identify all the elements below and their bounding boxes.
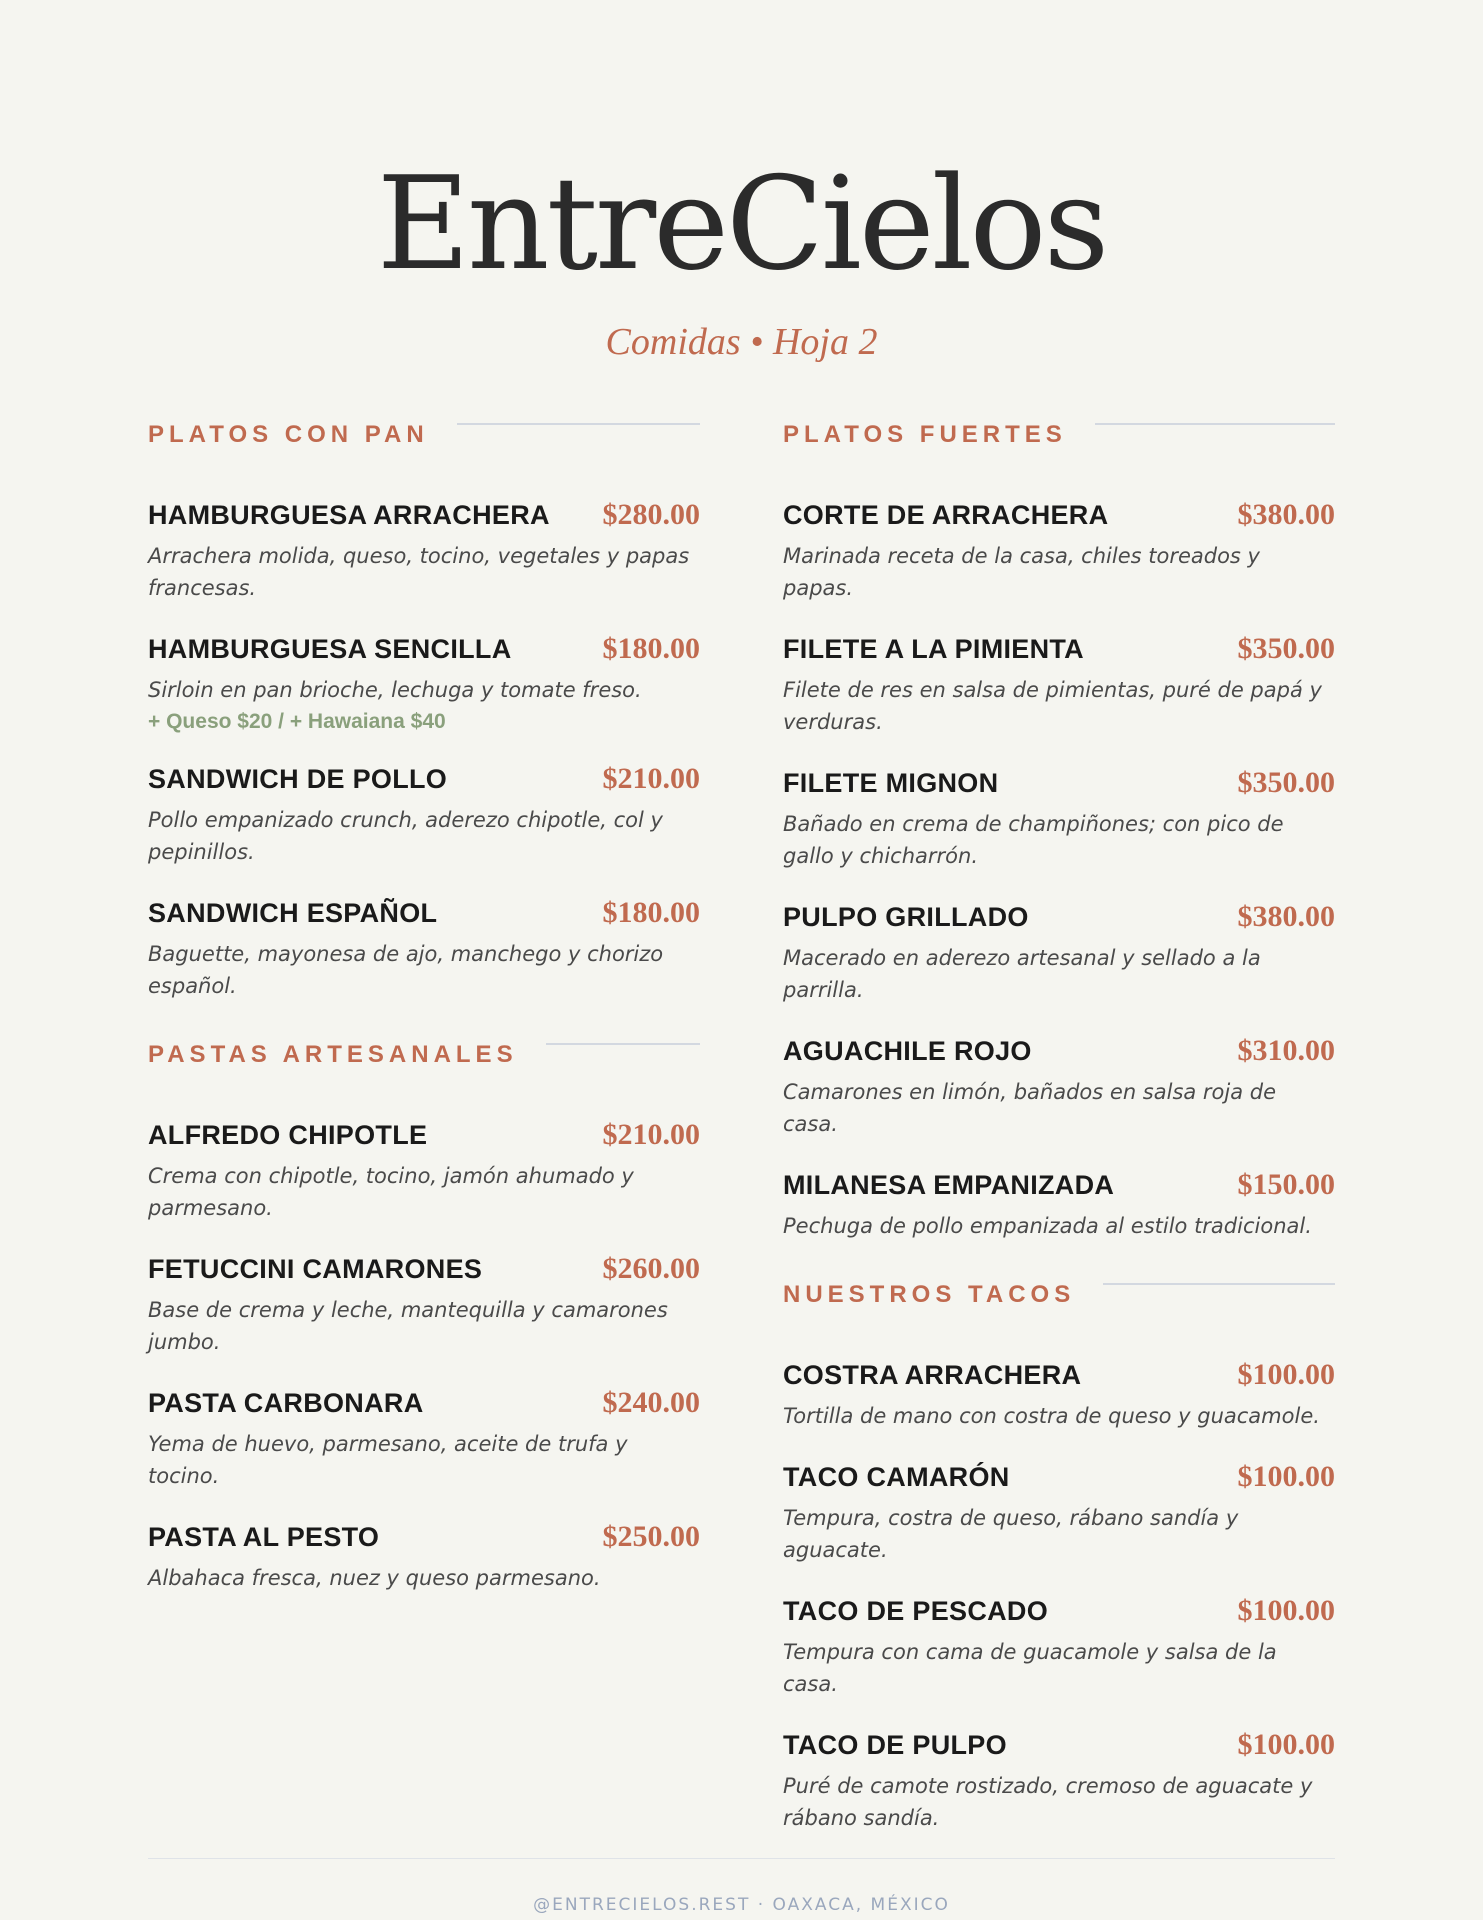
section-divider [1103,1283,1335,1285]
dish-description: Camarones en limón, bañados en salsa roja de casa. [783,1080,1277,1136]
dish-description: Baguette, mayonesa de ajo, manchego y chorizo español. [148,942,664,998]
dish-price: $240.00 [602,1386,700,1419]
menu-item-header [148,896,700,936]
dish-description: Tempura, costra de queso, rábano sandía y aguacate. [783,1506,1239,1562]
left-column [148,410,700,1622]
menu-section [148,1030,700,1594]
dish-description: Pollo empanizado crunch, aderezo chipotle, col y pepinillos. [148,808,663,864]
dish-price: $310.00 [1237,1034,1335,1067]
dish-price: $210.00 [602,1118,700,1151]
menu-item-header [783,1168,1335,1208]
dish-name: TACO CAMARÓN [783,1462,1010,1492]
menu-item [148,1520,700,1594]
menu-item [783,1594,1335,1700]
dish-description: Tempura con cama de guacamole y salsa de la casa. [783,1640,1277,1696]
menu-item [783,1460,1335,1566]
footer-text: @ENTRECIELOS.REST · OAXACA, MÉXICO [533,1895,950,1915]
dish-price: $100.00 [1237,1728,1335,1761]
section-title: PLATOS CON PAN [148,421,429,448]
menu-item-header [148,762,700,802]
dish-name: FILETE MIGNON [783,768,999,798]
dish-price: $350.00 [1237,632,1335,665]
menu-item-header [783,1460,1335,1500]
dish-name: FILETE A LA PIMIENTA [783,634,1084,664]
section-header [783,1270,1335,1320]
menu-item-header [148,498,700,538]
menu-item [783,766,1335,872]
dish-price: $100.00 [1237,1594,1335,1627]
menu-item-header [783,1034,1335,1074]
dish-name: HAMBURGUESA SENCILLA [148,634,512,664]
menu-section [783,410,1335,1242]
section-title: PLATOS FUERTES [783,421,1067,448]
menu-item [783,900,1335,1006]
dish-description: Crema con chipotle, tocino, jamón ahumado y parmesano. [148,1164,634,1220]
menu-item [783,1034,1335,1140]
dish-name: TACO DE PULPO [783,1730,1007,1760]
menu-item [148,1386,700,1492]
dish-price: $250.00 [602,1520,700,1553]
dish-name: SANDWICH ESPAÑOL [148,898,438,928]
menu-item-header [783,632,1335,672]
dish-description: Pechuga de pollo empanizada al estilo tradicional. [783,1214,1312,1238]
dish-description: Puré de camote rostizado, cremoso de aguacate y rábano sandía. [783,1774,1313,1830]
menu-item [148,896,700,1002]
section-header [148,1030,700,1080]
section-header [148,410,700,460]
menu-item [148,632,700,734]
menu-item-header [783,1594,1335,1634]
dish-name: FETUCCINI CAMARONES [148,1254,483,1284]
dish-description: Marinada receta de la casa, chiles toreados y papas. [783,544,1260,600]
dish-price: $100.00 [1237,1460,1335,1493]
dish-price: $380.00 [1237,498,1335,531]
menu-item-header [783,1728,1335,1768]
section-title: PASTAS ARTESANALES [148,1041,518,1068]
brand-title: EntreCielos [376,150,1107,299]
dish-description: Albahaca fresca, nuez y queso parmesano. [148,1566,601,1590]
menu-item-header [148,1118,700,1158]
dish-name: AGUACHILE ROJO [783,1036,1032,1066]
menu-item-header [783,900,1335,940]
menu-item-header [148,1252,700,1292]
menu-item-header [148,1520,700,1560]
footer-divider [148,1858,1335,1859]
dish-price: $210.00 [602,762,700,795]
section-title: NUESTROS TACOS [783,1281,1076,1308]
dish-name: CORTE DE ARRACHERA [783,500,1109,530]
dish-name: COSTRA ARRACHERA [783,1360,1082,1390]
menu-item-header [148,632,700,672]
dish-name: PASTA AL PESTO [148,1522,380,1552]
dish-description: Tortilla de mano con costra de queso y guacamole. [783,1404,1320,1428]
dish-price: $100.00 [1237,1358,1335,1391]
menu-item [148,1118,700,1224]
dish-description: Macerado en aderezo artesanal y sellado a la parrilla. [783,946,1261,1002]
menu-item-header [148,1386,700,1426]
dish-name: HAMBURGUESA ARRACHERA [148,500,550,530]
section-header [783,410,1335,460]
menu-section [783,1270,1335,1834]
menu-item-header [783,766,1335,806]
dish-price: $350.00 [1237,766,1335,799]
section-divider [546,1043,700,1045]
menu-item [148,498,700,604]
dish-description: Yema de huevo, parmesano, aceite de trufa y tocino. [148,1432,628,1488]
menu-item [783,498,1335,604]
dish-price: $150.00 [1237,1168,1335,1201]
dish-description: Base de crema y leche, mantequilla y camarones jumbo. [148,1298,668,1354]
dish-description: Sirloin en pan brioche, lechuga y tomate freso. [148,678,642,702]
menu-item [783,1168,1335,1242]
menu-item-header [783,498,1335,538]
menu-item [783,1358,1335,1432]
dish-description: Bañado en crema de champiñones; con pico de gallo y chicharrón. [783,812,1284,868]
dish-name: MILANESA EMPANIZADA [783,1170,1115,1200]
menu-item [783,632,1335,738]
dish-price: $180.00 [602,632,700,665]
section-divider [457,423,700,425]
menu-item [783,1728,1335,1834]
right-column [783,410,1335,1862]
dish-price: $380.00 [1237,900,1335,933]
dish-name: PASTA CARBONARA [148,1388,424,1418]
section-divider [1095,423,1335,425]
dish-description: Filete de res en salsa de pimientas, puré de papá y verduras. [783,678,1322,734]
menu-item-header [783,1358,1335,1398]
menu-section [148,410,700,1002]
dish-price: $280.00 [602,498,700,531]
menu-item [148,762,700,868]
dish-name: PULPO GRILLADO [783,902,1029,932]
dish-price: $260.00 [602,1252,700,1285]
dish-price: $180.00 [602,896,700,929]
dish-extras: + Queso $20 / + Hawaiana $40 [148,710,446,733]
dish-description: Arrachera molida, queso, tocino, vegetales y papas francesas. [148,544,690,600]
dish-name: SANDWICH DE POLLO [148,764,448,794]
dish-name: TACO DE PESCADO [783,1596,1049,1626]
menu-item [148,1252,700,1358]
dish-name: ALFREDO CHIPOTLE [148,1120,428,1150]
page-subtitle: Comidas • Hoja 2 [605,321,878,363]
